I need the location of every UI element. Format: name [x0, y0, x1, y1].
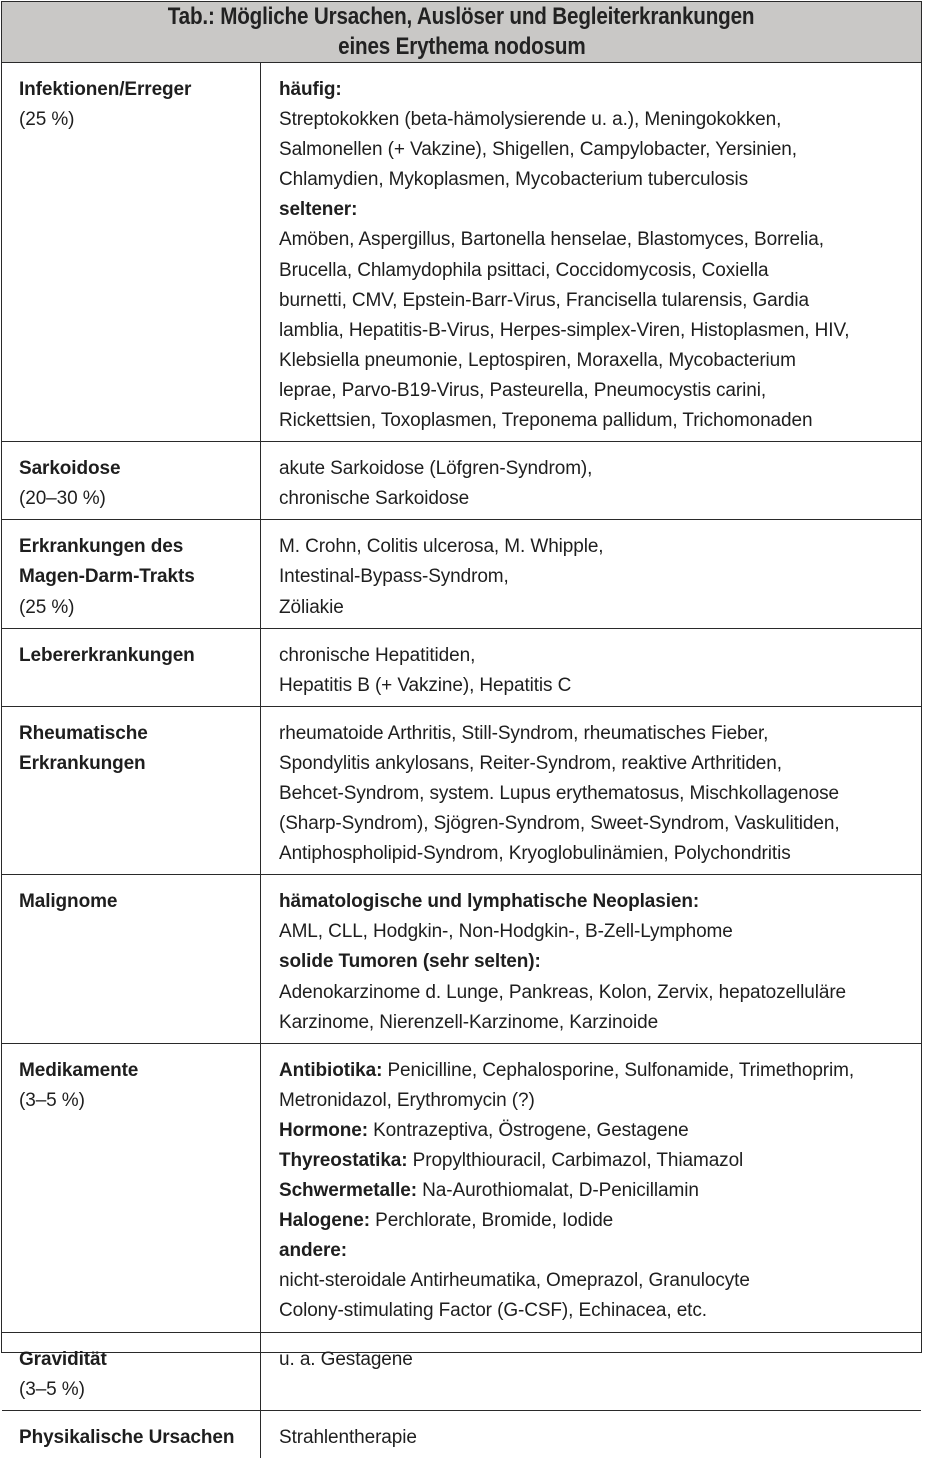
details-cell	[261, 1044, 921, 1332]
detail-text: Behcet-Syndrom, system. Lupus erythematosus, Mischkollagenose	[279, 782, 839, 804]
labeled-line	[279, 1056, 921, 1086]
table-row	[2, 707, 921, 875]
category-cell	[2, 442, 261, 519]
table-body	[2, 63, 921, 1458]
details-cell	[261, 442, 921, 519]
detail-text: Spondylitis ankylosans, Reiter-Syndrom, reaktive Arthritiden,	[279, 752, 782, 774]
subheading: solide Tumoren (sehr selten):	[279, 951, 541, 973]
detail-text: Hepatitis B (+ Vakzine), Hepatitis C	[279, 674, 572, 696]
detail-text: Zöliakie	[279, 596, 344, 618]
detail-text: AML, CLL, Hodgkin-, Non-Hodgkin-, B-Zell-Lymphome	[279, 921, 733, 943]
category-label: Malignome	[19, 891, 118, 913]
detail-text: Colony-stimulating Factor (G-CSF), Echinacea, etc.	[279, 1300, 707, 1322]
category-label: Gravidität	[19, 1348, 107, 1370]
category-percentage: (3–5 %)	[19, 1378, 85, 1400]
category-label: Lebererkrankungen	[19, 644, 195, 666]
drug-class-label: Schwermetalle:	[279, 1180, 417, 1202]
category-cell	[2, 1044, 261, 1332]
detail-text: Klebsiella pneumonie, Leptospiren, Moraxella, Mycobacterium	[279, 349, 796, 371]
table-row	[2, 1411, 921, 1458]
detail-text: burnetti, CMV, Epstein-Barr-Virus, Francisella tularensis, Gardia	[279, 289, 809, 311]
category-cell	[2, 629, 261, 706]
details-cell	[261, 520, 921, 627]
details-cell	[261, 707, 921, 874]
table-title-line-1: Tab.: Mögliche Ursachen, Auslöser und Begleiterkrankungen	[168, 3, 755, 30]
table-title	[2, 2, 921, 63]
category-cell	[2, 875, 261, 1042]
detail-text: Amöben, Aspergillus, Bartonella henselae, Blastomyces, Borrelia,	[279, 229, 824, 251]
category-label: Physikalische Ursachen	[19, 1426, 235, 1448]
category-label: Erkrankungen des	[19, 536, 184, 558]
labeled-line	[279, 1206, 921, 1236]
labeled-line	[279, 1116, 921, 1146]
subheading: seltener:	[279, 199, 358, 221]
detail-text: Rickettsien, Toxoplasmen, Treponema pallidum, Trichomonaden	[279, 410, 813, 432]
detail-text: Streptokokken (beta-hämolysierende u. a.), Meningokokken,	[279, 109, 782, 131]
labeled-line	[279, 1176, 921, 1206]
table-row	[2, 629, 921, 707]
detail-text: (Sharp-Syndrom), Sjögren-Syndrom, Sweet-Syndrom, Vaskulitiden,	[279, 813, 840, 835]
category-percentage: (25 %)	[19, 109, 75, 131]
category-cell	[2, 1333, 261, 1410]
category-percentage: (20–30 %)	[19, 488, 106, 510]
details-cell	[261, 875, 921, 1042]
detail-text: Karzinome, Nierenzell-Karzinome, Karzinoide	[279, 1011, 659, 1033]
detail-text: chronische Hepatitiden,	[279, 644, 476, 666]
causes-table	[1, 1, 922, 1448]
table-title-line-2: eines Erythema nodosum	[337, 33, 586, 60]
category-label: Medikamente	[19, 1059, 139, 1081]
drug-class-items: Perchlorate, Bromide, Iodide	[369, 1210, 614, 1232]
details-cell	[261, 629, 921, 706]
detail-text: Intestinal-Bypass-Syndrom,	[279, 566, 509, 588]
table-row	[2, 63, 921, 442]
detail-text: u. a. Gestagene	[279, 1348, 413, 1370]
table-row	[2, 875, 921, 1043]
table-row	[2, 1044, 921, 1333]
category-label: Magen-Darm-Trakts	[19, 566, 195, 588]
category-cell	[2, 63, 261, 441]
detail-text: akute Sarkoidose (Löfgren-Syndrom),	[279, 458, 593, 480]
details-cell	[261, 1411, 921, 1458]
detail-text: Antiphospholipid-Syndrom, Kryoglobulinämien, Polychondritis	[279, 843, 791, 865]
category-label: Infektionen/Erreger	[19, 79, 192, 100]
category-percentage: (25 %)	[19, 596, 75, 618]
details-cell	[261, 63, 921, 441]
detail-text: Strahlentherapie	[279, 1426, 417, 1448]
subheading: andere:	[279, 1240, 347, 1262]
drug-class-label: Thyreostatika:	[279, 1150, 408, 1171]
category-label: Erkrankungen	[19, 752, 146, 774]
labeled-line	[279, 1146, 921, 1176]
table-row	[2, 442, 921, 520]
category-cell	[2, 707, 261, 874]
detail-text: Chlamydien, Mykoplasmen, Mycobacterium tuberculosis	[279, 169, 749, 191]
category-label: Rheumatische	[19, 722, 148, 744]
table-row	[2, 520, 921, 628]
category-cell	[2, 520, 261, 627]
drug-class-items: Kontrazeptiva, Östrogene, Gestagene	[367, 1119, 689, 1141]
detail-text: lamblia, Hepatitis-B-Virus, Herpes-simplex-Viren, Histoplasmen, HIV,	[279, 319, 850, 341]
detail-text: Salmonellen (+ Vakzine), Shigellen, Campylobacter, Yersinien,	[279, 139, 797, 161]
detail-text: rheumatoide Arthritis, Still-Syndrom, rheumatisches Fieber,	[279, 722, 769, 744]
category-label: Sarkoidose	[19, 458, 121, 480]
drug-class-label: Hormone:	[279, 1119, 368, 1141]
drug-class-label: Antibiotika:	[279, 1059, 383, 1081]
detail-text: Metronidazol, Erythromycin (?)	[279, 1089, 535, 1111]
table-row	[2, 1333, 921, 1411]
detail-text: Adenokarzinome d. Lunge, Pankreas, Kolon, Zervix, hepatozelluläre	[279, 981, 847, 1003]
subheading: hämatologische und lymphatische Neoplasien:	[279, 891, 700, 913]
detail-text: M. Crohn, Colitis ulcerosa, M. Whipple,	[279, 536, 604, 558]
drug-class-items: Propylthiouracil, Carbimazol, Thiamazol	[407, 1150, 744, 1171]
drug-class-items: Na-Aurothiomalat, D-Penicillamin	[417, 1180, 699, 1202]
detail-text: leprae, Parvo-B19-Virus, Pasteurella, Pneumocystis carini,	[279, 379, 767, 401]
drug-class-items: Penicilline, Cephalosporine, Sulfonamide, Trimethoprim,	[382, 1059, 855, 1081]
detail-text: Brucella, Chlamydophila psittaci, Coccidomycosis, Coxiella	[279, 259, 769, 281]
category-cell	[2, 1411, 261, 1458]
drug-class-label: Halogene:	[279, 1210, 370, 1232]
subheading: häufig:	[279, 79, 342, 100]
detail-text: chronische Sarkoidose	[279, 488, 470, 510]
details-cell	[261, 1333, 921, 1410]
detail-text: nicht-steroidale Antirheumatika, Omeprazol, Granulocyte	[279, 1270, 750, 1292]
category-percentage: (3–5 %)	[19, 1089, 85, 1111]
